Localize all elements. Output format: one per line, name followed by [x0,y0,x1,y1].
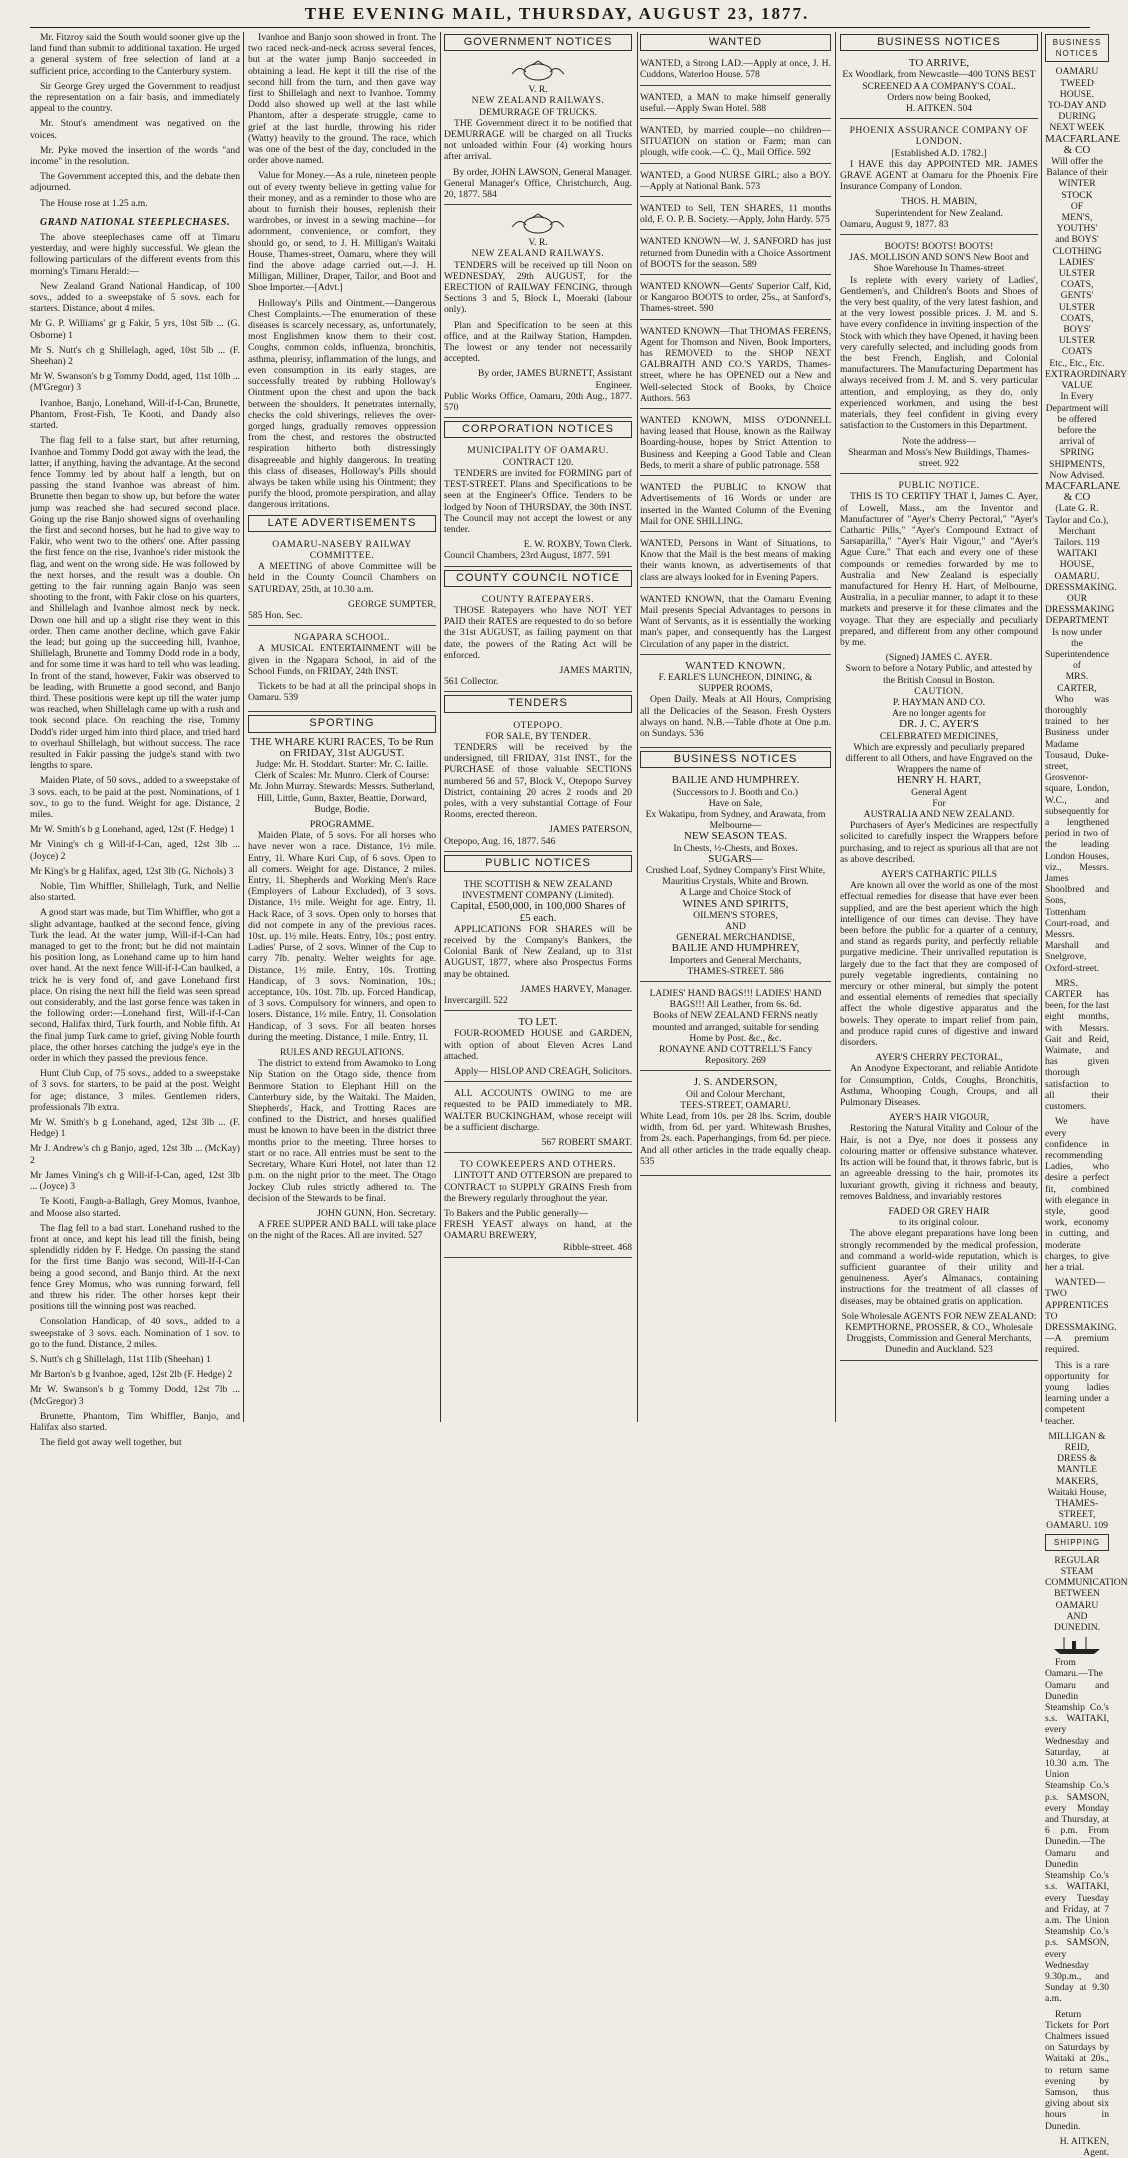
article-title: GRAND NATIONAL STEEPLECHASES. [39,216,230,228]
advert-subtitle: FOR SALE, BY TENDER. [485,730,591,742]
advert-signature: JAMES PATERSON, [549,824,632,836]
advert-text: WANTED—TWO APPRENTICES TO DRESSMAKING.—A premium required. [1045,1277,1117,1356]
wanted-ad: WANTED KNOWN, that the Oamaru Evening Mail presents Special Advantages to persons in Want of Servants, as it is essentially the working man's paper, and consequently has the Largest Circulation of any paper in the district. [640,591,831,655]
advert-text: General Agent [911,786,967,798]
article-paragraph: The above steeplechases came off at Timaru yesterday, and were highly successful. We glean the following particulars of the different events from this morning's Timaru Herald:— [30,232,240,277]
advert-title: WANTED KNOWN. [685,659,786,672]
advert-signature: H. AITKEN. 504 [905,103,973,115]
advert-subtitle: AYER'S CHERRY PECTORAL, [875,1052,1003,1064]
advert-text: OUR DRESSMAKING DEPARTMENT [1045,592,1115,627]
wanted-ad: WANTED, Persons in Want of Situations, to Know that the Mail is the best means of making their wants known, as advertisements of that class are always looked for in Evening Papers. [640,535,831,588]
wanted-ad: WANTED, a MAN to make himself generally useful.—Apply Swan Hotel. 588 [640,89,831,119]
advert [444,208,632,418]
advert-title: MUNICIPALITY OF OAMARU. [467,445,609,457]
advert-text: A MUSICAL ENTERTAINMENT will be given in the Ngapara School, in aid of the School Funds, on FRIDAY, 24th INST. [248,643,436,677]
advert-title: MACFARLANE & CO [1045,132,1120,156]
race-heading: Hunt Club Cup, of 75 sovs., added to a sweepstake of 3 sovs. for starters, to be paid at the post. Weight for age; distance, 3 miles. Gentlemen riders, professionals 7lb extra. [30,1068,240,1113]
advert-text: From Oamaru.—The Oamaru and Dunedin Steamship Co.'s s.s. WAITAKI, every Wednesday and Saturday, at 10.30 a.m. The Union Steamship Co.'s p.s. SAMSON, every Monday and Thursday, at 6 p.m. From Dunedin.—The Oamaru and Dunedin Steamship Co.'s s.s. WAITAKI, every Tuesday and Friday, at 7 a.m. The Union Steamship Co.'s p.s. SAMSON, every Wednesday 9.30p.m., and Sunday at 9.30 a.m. [1045,1657,1109,2005]
advert-place: 561 Collector. [444,676,499,688]
advert-text: Are known all over the world as one of the most effectual remedies for disease that have ever been supplied, and are the best aperient which the high intelligence of our times can devise. They have been before the public for a quarter of a century, and stand as regards purity, and perfectly reliable purgative medicine. Their unrivalled reputation is largely due to the fact that they are composed of purely vegetable ingredients, containing no mercury or other mineral, but simply the potent and essential elements of remedies that specially affect the whole digestive apparatus and the bowels. They operate to impart relief from pain, and produce rapid cures of digestive and inward disorders. [840,880,1038,1049]
article-paragraph: The flag fell to a bad start. Lonehand rushed to the front at once, and kept his lead till the finish, being splendidly ridden by F. Hedge. On passing the stand for the first time Banjo was second, Will-If-I-Can being a good second, and Banjo third. At the next fence Grey Momus, who was running forward, fell and threw his rider. The other horses kept their positions till the winning post was reached. [30,1222,240,1313]
advert-text: to its original colour. [899,1217,979,1229]
advert-subtitle: F. EARLE'S LUNCHEON, DINING, & SUPPER ROOMS, [658,671,813,695]
advert-title: THE WHARE KURI RACES, To be Run on FRIDAY, 31st AUGUST. [250,735,434,759]
wanted-ad: WANTED KNOWN, MISS O'DONNELL having leased that House, known as the Railway Boarding-house, hopes by Strict Attention to Business and Keeping a Good Table and Clean Beds, to merit a share of public patronage. 558 [640,412,831,476]
column-5 [840,32,1038,1422]
article-paragraph: The field got away well together, but [40,1437,182,1449]
section-header: COUNTY COUNCIL NOTICE [444,570,632,587]
column-divider [835,32,836,1422]
advert-signature: Apply— HISLOP AND CREAGH, Solicitors. [454,1066,632,1078]
advert-title: J. S. ANDERSON, [693,1076,778,1089]
wanted-ad: WANTED, a Strong LAD.—Apply at once, J. H. Cuddons, Waterloo House. 578 [640,55,831,85]
advert-text: TENDERS will be received up till Noon on WEDNESDAY, 29th AUGUST, for the ERECTION of RAILWAY FENCING, through Sections 3 and 5, Block I., Moeraki (labour only). [444,259,632,316]
advert-text: THOSE Ratepayers who have NOT YET PAID their RATES are requested to do so before the 31st AUGUST, as failing payment on that date, the powers of the Rating Act will be enforced. [444,604,632,661]
advert-text: I HAVE this day APPOINTED MR. JAMES GRAVE AGENT at Oamaru for the Phoenix Fire Insurance Company of London. [840,158,1038,193]
article-paragraph: Noble, Tim Whiffler, Shillelagh, Turk, and Nellie also started. [30,881,240,904]
advert-subtitle: AYER'S CATHARTIC PILLS [881,869,997,881]
wanted-ad: WANTED the PUBLIC to KNOW that Advertisements of 16 Words or under are inserted in the Wanted Column of the Evening Mail for ONE SHILLING. [640,479,831,532]
advert-text: Importers and General Merchants, [669,954,802,966]
column-1 [30,32,240,1449]
advert-signature: H. AITKEN, [1059,2135,1109,2147]
article-paragraph: Sir George Grey urged the Government to readjust the representation on a fair basis, and immediately appeal to the country. [30,80,240,115]
advert-subtitle: OILMEN'S STORES, [693,909,778,921]
section-header: LATE ADVERTISEMENTS [248,515,436,532]
advert-text: Return Tickets for Port Chalmers issued on Saturdays by Waitaki at 20s., to return same evening by Samson, thus giving about six hours in Dunedin. [1045,2008,1109,2132]
advert-text: A Large and Choice Stock of [679,887,792,899]
advert-text: TO-DAY AND DURING NEXT WEEK [1047,100,1106,134]
section-header: BUSINESS NOTICES [1045,34,1109,62]
advert-title: OAMARU-NASEBY RAILWAY COMMITTEE. [272,538,412,561]
advert-text: FADED OR GREY HAIR [888,1205,990,1217]
advert [248,629,436,712]
article-paragraph: Holloway's Pills and Ointment.—Dangerous Chest Complaints.—The enumeration of these diseases is scarcely necessary, as, unfortunately, most Englishmen know them to their cost. Coughs, common colds, influenza, bronchitis, asthma, pleurisy, inflammation of the lungs, and even consumption in its early stages, are successfully treated by rubbing Holloway's Ointment upon the chest and upon the back between the shoulders. It penetrates internally, checks the cold shiverings, relieves the over-gorged lungs, gradually removes oppression from the chest, and restores the obstructed respiration hitherto both distressingly disagreeable and highly dangerous. In treating this class of diseases, Holloway's Pills should always be taken while using his Ointment; they purify the blood, promote perspiration, and allay dangerous irritations. [248,297,436,511]
advert-place: Council Chambers, 23rd August, 1877. 591 [444,550,611,562]
advert-place: TEES-STREET, OAMARU. [680,1099,791,1111]
advert-text: An Anodyne Expectorant, and reliable Antidote for Consumption, Colds, Coughs, Bronchitis, Asthma, Whooping Cough, Croups, and all Pulmonary Diseases. [840,1063,1038,1109]
advert-text: The district to extend from Awamoko to Long Nip Station on the Otago side, thence from Benmore Station to Elephant Hill on the Canterbury side, by the Waitaki. The Maiden, Shepherds', Hack, and Trotting Races are confined to the District, and horses qualified must be known to have been in the district three months prior to the meeting. Three horses to start or no race. All entries must be sent to the Secretary, Whare Kuri Hotel, not later than 12 p.m. on the night prior to the meet. The Otago Jockey Club rules strictly adhered to. The decision of the Stewards to be final. [248,1058,436,1204]
advert-title: BAILIE AND HUMPHREY, [671,942,800,955]
race-result: Mr Barton's b g Ivanhoe, aged, 12st 2lb (F. Hedge) 2 [30,1369,233,1381]
advert-title: LADIES' HAND BAGS!!! LADIES' HAND BAGS!!! All Leather, from 6s. 6d. [649,988,822,1011]
advert-text: THIS IS TO CERTIFY THAT I, James C. Ayer, of Lowell, Mass., am the Inventor and Manufacturer of "Ayer's Cherry Pectoral," "Ayer's Cathartic Pills," "Ayer's Compound Extract of Sarsaparilla," "Ayer's Hair Vigour," and "Ayer's Ague Cure." That each and every one of these compounds or remedies forwarded by me to Australia and New Zealand is especially manufactured for Henry H. Hart, of Melbourne, Australia, in a peculiar manner, to adapt it to these markets and preserve it for these climates and the voyage. That they are especially and peculiarly prepared, and different from any other compound by me. [840,491,1038,648]
advert-subtitle: NEW SEASON TEAS. [683,830,788,843]
advert-signature: GEORGE SUMPTER, [348,598,436,610]
section-header: SHIPPING [1045,1534,1109,1551]
advert-title: BOOTS! BOOTS! BOOTS! [884,241,994,253]
advert-title: PUBLIC NOTICE. [898,480,980,492]
advert-text: Oil and Colour Merchant, [685,1088,786,1100]
article-paragraph: Brunette, Phantom, Tim Whiffler, Banjo, and Halifax also started. [30,1410,240,1433]
advert-text: White Lead, from 10s. per 28 lbs. Scrim, double width, from 6d. per yard. Whitewash Brushes, from 2s. each. Paperhangings, from 6d. per piece. And all other articles in the trade equally cheap. 535 [640,1111,831,1167]
advert-subtitle: EXTRAORDINARY VALUE [1045,368,1128,392]
advert-text: (Late G. R. Taylor and Co.), [1045,503,1109,526]
advert-text: THE Government direct it to be notified that DEMURRAGE will be charged on all Trucks not unloaded within Four (4) working hours after arrival. [444,117,632,163]
advert-subtitle: DRESSMAKING. [1045,581,1117,593]
column-2 [248,32,436,1422]
advert [640,658,831,748]
advert-subtitle: PROGRAMME. [309,819,375,830]
advert-text: A FREE SUPPER AND BALL will take place on the night of the Races. All are invited. 527 [248,1219,436,1242]
advert-text: To Bakers and the Public generally— [444,1208,588,1220]
advert-title: MILLIGAN & REID, [1048,1430,1106,1453]
advert-title: COUNTY RATEPAYERS. [481,593,595,605]
advert-subtitle: AUSTRALIA AND NEW ZEALAND. [863,809,1015,820]
advert-title: MACFARLANE & CO [1045,479,1120,504]
advert-place: Ribble-street. 468 [563,1241,632,1253]
race-heading: Maiden Plate, of 50 sovs., added to a sweepstake of 3 sovs. each, to be paid at the post. Nominations, of 1 sov., to go to the fund. Weight for age. Distance, 2 miles. [30,775,240,820]
section-header: BUSINESS NOTICES [840,34,1038,51]
article-paragraph: Mr. Stout's amendment was negatived on the voices. [30,118,240,141]
advert-title: TO LET. [518,1016,558,1029]
advert-text: The above elegant preparations have long been strongly recommended by the medical profession, and command a world-wide reputation, which is sufficient guarantee of their utility and genuineness. Ayer's Almanacs, containing instructions for the treatment of all classes of diseases, may be obtained gratis on application. [840,1228,1038,1307]
race-result: Mr James Vining's ch g Will-if-I-Can, aged, 12st 3lb ... (Joyce) 3 [30,1169,240,1193]
advert-signature: 585 Hon. Sec. [248,609,303,621]
advert-text: Which are expressly and peculiarly prepared different to all Others, and have Engraved on the Wrappers the name of [845,741,1033,776]
race-result: Mr Vining's ch g Will-if-I-Can, aged, 12st 3lb ... (Joyce) 2 [30,839,240,862]
advert-signature: KEMPTHORNE, PROSSER, & CO., Wholesale Druggists, Commission and General Merchants, Dunedin and Auckland. 523 [845,1321,1033,1356]
advert-text: Have on Sale, [708,797,763,809]
advert-text: P. HAYMAN AND CO. [892,696,986,708]
advert-subtitle: HENRY H. HART, [896,774,982,787]
advert-text: MEN'S, [1061,212,1093,224]
advert-signature: (Signed) JAMES C. AYER. [885,652,993,664]
advert-title: BAILIE AND HUMPHREY. [671,774,800,787]
advert [840,238,1038,474]
article-paragraph: Mr. Pyke moved the insertion of the words "and income" in the resolution. [30,144,240,168]
advert-title: THE SCOTTISH & NEW ZEALAND INVESTMENT COMPANY (Limited). [462,878,614,902]
masthead: THE EVENING MAIL, THURSDAY, AUGUST 23, 1877. [304,4,810,23]
race-result: Mr W. Swanson's b g Tommy Dodd, aged, 11st 10lb ... (M'Gregor) 3 [30,371,240,394]
advert-text: Maiden Plate, of 5 sovs. For all horses who have never won a race. Distance, 1½ mile. Entry, 1l. Whare Kuri Cup, of 6 sovs. Open to all comers. Weight for age. Distance, 2 miles. Entry, 1l. Shepherds and Working Men's Race (Employers of Labour Excluded), of 3 sovs. Distance, 1½ mile. Weight for age. Entry, 1l. Hack Race, of 3 sovs. Open only to horses that did not compete in any of the previous races. 10st. up. 1½ mile. Heats. Entry, 10s.; post entry. Ladies' Purse, of 2 sovs. Winner of the Cup to carry 7lb. penalty. Welter weights for age. Distance, 1½ mile. Entry, 10s. Trotting Handicap, of 3 sovs. Nomination, 10s.; acceptance, 10s. 10st. 7lb. up. Forced Handicap, of 3 sovs. Compulsory for winners, and open to losers. Distance, 1½ mile. Entry, 1l. Consolation Handicap, of 3 sovs. For all beaten horses during the meeting. Distance, 1 mile. Entry, 1l. [248,830,436,1043]
advert-text: Sole Wholesale AGENTS FOR NEW ZEALAND: [841,1310,1037,1322]
royal-crest-icon [498,213,578,235]
advert-text: LINTOTT AND OTTERSON are prepared to CONTRACT to SUPPLY GRAINS Fresh from the Brewery regularly throughout the year. [444,1170,632,1204]
advert-text: Now Advised. [1049,469,1105,481]
race-heading: Consolation Handicap, of 40 sovs., added to a sweepstake of 3 sovs. each. Nomination of 1 sov. to go to the fund. Distance, 2 miles. [30,1316,240,1350]
advert-subtitle: JAS. MOLLISON AND SON'S New Boot and Shoe Warehouse In Thames-street [849,252,1029,275]
advert [444,591,632,693]
advert-text: We have every confidence in recommending Ladies, who desire a perfect fit, combined with elegance in style, good work, economy in cutting, and moderate charges, to give her a trial. [1045,1116,1109,1273]
advert [444,1085,632,1153]
advert-text: A MEETING of above Committee will be held in the County Council Chambers on SATURDAY, 25th, at 10.30 a.m. [248,561,436,595]
column-6 [1045,32,1128,2158]
advert-text: For [932,797,946,809]
article-paragraph: Ivanhoe, Banjo, Lonehand, Will-if-I-Can, Brunette, Phantom, Frost-Fish, Te Kooti, and Dandy also started. [30,397,240,432]
advert-text: Superintendent for New Zealand. [875,207,1003,219]
advert-subtitle: DR. J. C. AYER'S [899,718,979,731]
advert-text: Restoring the Natural Vitality and Colour of the Hair, is not a Dye, nor does it possess any colouring matter or offensive substance whatever. Its action will be found that, it throws fabric, but is an agreeable dressing to the hair, promotes its luxuriant growth, giving it richness and beauty, removes Baldness, and invariably restores [840,1123,1038,1202]
advert-subtitle: MRS. CARTER, [1057,671,1097,694]
advert-text: Plan and Specification to be seen at this office, and at the Railway Station, Hampden. The lowest or any tender not necessarily accepted. [444,319,632,365]
advert-place: General Manager's Office, Christchurch, Aug. 20, 1877. 584 [444,177,632,201]
section-header: GOVERNMENT NOTICES [444,34,632,51]
advert [840,122,1038,235]
advert [640,772,831,982]
advert-subtitle: SPRING SHIPMENTS, [1049,447,1105,470]
advert [444,717,632,852]
section-header: WANTED [640,34,831,51]
advert-subtitle: WINTER STOCK [1058,178,1096,201]
advert-place: Public Works Office, Oamaru, 20th Aug., 1877. 570 [444,390,632,414]
advert-text: This is a rare opportunity for young ladies learning under a competent teacher. [1045,1359,1109,1427]
advert-text: AND [725,921,746,932]
advert-place: Shearman and Moss's New Buildings, Thames-street. 922 [848,446,1030,469]
race-heading: New Zealand Grand National Handicap, of 100 sovs., added to a sweepstake of 5 sovs. each for starters. Distance, about 4 miles. [30,280,240,315]
race-result: Mr J. Andrew's ch g Banjo, aged, 12st 3lb ... (McKay) 2 [30,1143,240,1166]
advert-text: Books of NEW ZEALAND FERNS neatly mounted and arranged, suitable for sending Home by Post. &c., &c. [652,1010,819,1044]
advert-text: Crushed Loaf, Sydney Company's First White, Mauritius Crystals, White and Brown. [645,864,826,888]
article-paragraph: Value for Money.—As a rule, nineteen people out of every twenty believe in getting value for their money, and as a reminder to those who are about to furnish their houses, replenish their wardrobes, or invest in a sewing machine—for adornment, convenience, or comfort, they should go, or send, to J. H. Milligan's Waitaki House, Thames-street, Oamaru, where they will find the above adage carried out.—J. H. Milligan, Milliner, Draper, Tailor, and Boot and Shoe Importer.—[Advt.] [248,170,436,294]
advert-text: APPLICATIONS FOR SHARES will be received by the Company's Bankers, the Colonial Bank of New Zealand, up to 31st AUGUST, 1877, where also Prospectus Forms may be obtained. [444,923,632,980]
race-result: Mr W. Swanson's b g Tommy Dodd, 12st 7lb ... (McGregor) 3 [30,1384,240,1407]
advert-title: TO COWKEEPERS AND OTHERS. [459,1159,617,1171]
advert-signature: THOS. H. MABIN, [901,196,977,208]
race-result: Mr King's br g Halifax, aged, 12st 3lb (G. Nichols) 3 [30,865,234,877]
crest-letters: V. R. [528,84,548,96]
section-header: PUBLIC NOTICES [444,855,632,872]
article-paragraph: The Government accepted this, and the debate then adjourned. [30,171,240,194]
advert-text: Tickets to be had at all the principal shops in Oamaru. 539 [248,680,436,704]
advert-text: Sworn to before a Notary Public, and attested by the British Consul in Boston. [845,663,1033,686]
article-paragraph: A good start was made, but Tim Whiffler, who got a slight advantage, baulked at the second fence, giving Turk the lead. At the water jump, Will-if-I-Can had managed to get to the front; but he did not maintain his position long, as Lonehand came up to him hand over hand. At the next fence Will-if-I-Can baulked, a trick he is very fond of, and gave Lonehand first place. On rising the next hill the field was seen spread out considerably, and the last gorse fence was taken in the following order:—Lonehand first, Will-if-I-Can second, Halifax third, Turk fourth, and Noble fifth. At the final jump Turk came to grief, giving Noble fourth place, the other horses catching the judge's eye in the order in which they passed the previous fence. [30,907,240,1065]
advert-text: Purchasers of Ayer's Medicines are respectfully solicited to carefully inspect the Wrappers before purchasing, and to reject as spurious all that are not as above described. [840,820,1038,865]
advert [640,985,831,1071]
advert-signature: Merchant Tailors. 119 [1054,525,1100,548]
advert-text: Orders now being Booked, [887,91,991,103]
advert-place: Otepopo, Aug. 16, 1877. 546 [444,835,556,847]
advert-text: OF [1070,200,1084,212]
advert-text: FRESH YEAST always on hand, at the OAMARU BREWERY, [444,1219,632,1242]
advert [444,442,632,566]
wanted-ad: WANTED, a Good NURSE GIRL; also a BOY.—Apply at National Bank. 573 [640,167,831,197]
advert-text: TENDERS will be received by the undersigned, till FRIDAY, 31st INST., for the PURCHASE of those valuable SECTIONS numbered 56 and 57, Block V., Otepopo Survey District, containing 20 acres 2 roods and 20 poles, with a very substantial Cottage of Four Rooms, erected thereon. [444,741,632,821]
advert-text: DRESS & MANTLE MAKERS, [1055,1453,1099,1487]
crest-letters: V. R. [528,237,548,249]
race-result: Mr G. P. Williams' gr g Fakir, 5 yrs, 10st 5lb ... (G. Osborne) 1 [30,318,240,341]
steamship-icon [1052,1635,1102,1655]
advert-text: Is now under the Superintendence of [1045,626,1109,672]
wanted-ad: WANTED KNOWN—That THOMAS FERENS, Agent for Thomson and Niven, Book Importers, has REMOVED to the SHOP NEXT GALBRAITH AND CO.'S YARDS, Thames-street, where he has OPENED out a New and Well-selected Stock of Books, by Choice Authors. 563 [640,323,831,409]
advert-text: In Every Department will be offered before the arrival of [1045,391,1109,448]
race-result: S. Nutt's ch g Shillelagh, 11st 11lb (Sheehan) 1 [30,1353,211,1365]
advert-subtitle: WINES AND SPIRITS, [682,897,789,910]
column-divider [440,32,441,1422]
advert-title: NEW ZEALAND RAILWAYS. [471,95,605,107]
advert [444,1156,632,1258]
advert-signature: Agent. [1083,2146,1109,2158]
advert [248,536,436,626]
advert-text: FOUR-ROOMED HOUSE and GARDEN, with option of about Eleven Acres Land attached. [444,1028,632,1062]
section-header: BUSINESS NOTICES [640,751,831,768]
advert-text: TENDERS are invited for FORMING part of TEST-STREET. Plans and Specifications to be seen at the Engineer's Office. Tenders to be lodged by Noon of THURSDAY, the 30th INST. The Council may not accept the lowest or any tender. [444,467,632,535]
advert [444,55,632,205]
wanted-ad: WANTED to Sell, TEN SHARES, 11 months old, F. O. P. B. Society.—Apply, John Hardy. 575 [640,200,831,230]
column-divider [243,32,244,1422]
advert-text: Who was thoroughly trained to her Business under Madame Tousaud, Duke-street, Grosvenor-square, London, W.C., and subsequently for a lengthened period in two of the leading London Houses, viz., Messrs. James Shoolbred and Sons, Tottenham Court-road, and Messrs. Marshall and Snelgrove, Oxford-street. [1045,693,1109,974]
advert-text: Judge: Mr. H. Stoddart. Starter: Mr. C. Iaille. Clerk of Scales: Mr. Munro. Clerk of Course: Mr. John Murray. Stewards: Messrs. Sutherland, Hill, Little, Gunn, Baxter, Beattie, Dorward, Budge, Bodie. [249,758,435,815]
advert-signature: JOHN GUNN, Hon. Secretary. [317,1207,436,1219]
column-divider [637,32,638,1422]
article-paragraph: The House rose at 1.25 a.m. [40,197,148,209]
advert-signature: By order, JOHN LAWSON, General Manager. [453,166,632,178]
advert-title: REGULAR STEAM COMMUNICATION BETWEEN OAMARU AND DUNEDIN. [1045,1554,1128,1634]
advert-subtitle: CAUTION. [914,685,964,697]
article-paragraph: The flag fell to a false start, but after returning, Ivanhoe and Tommy Dodd got away with the lead, the latter, if anything, having the advantage. At the second fence Tommy led by about half a length, but on passing the stand Ivanhoe was abreast of him. Brunette then began to show up, but before the water jump was reached she had secured second place. Going up the rise Banjo showed signs of overhauling the first and second horses, but he had to give way to Fakir, who went two to the others' one. After passing the first fence on the rise, Ivanhoe's rider mistook the flag, and went on the wrong side. He was followed by the next horses, and the result was a double. On getting to the fair running again Banjo was seen shooting to the front, with Fakir close on his quarters, and Shillelagh and Ivanhoe almost neck by neck. Down one hill and up a slight rise they went in this order. Then came another decline, which gave Fakir the lead; but going up the succeeding hill, Ivanhoe, Shillelagh, Brunette and Tommy Dodd rode in a body, and for some time it was hard to tell who was leading. In front of the stand, however, Fakir was observed to be leading, with Brunette a good second, and Banjo third. These positions were kept up till the water jump was reached, when Shillelagh came up with a rush and took second place. On reaching the rise, Tommy Dodd's rider urged him into third place, and tried hard to overhaul Shillelagh, but without success. The race resulted in Fakir passing the judge's stand with two lengths to spare. [30,435,240,772]
advert-signature: JAMES MARTIN, [559,664,632,676]
advert-text: CELEBRATED MEDICINES, [879,730,999,742]
race-result: Mr W. Smith's b g Lonehand, aged, 12st (F. Hedge) 1 [30,824,235,836]
advert-text: (Successors to J. Booth and Co.) [673,786,798,798]
advert-text: Ex Woodlark, from Newcastle—400 TONS BEST SCREENED A A COMPANY'S COAL. [842,69,1036,92]
advert-title: NGAPARA SCHOOL. [294,632,390,644]
advert [640,1074,831,1176]
column-divider [1041,32,1042,1422]
advert-signature: JAMES HARVEY, Manager. [520,983,632,995]
race-result: Mr S. Nutt's ch g Shillelagh, aged, 10st 5lb ... (F. Sheehan) 2 [30,344,240,368]
advert [840,477,1038,1360]
wanted-ad: WANTED KNOWN—W. J. SANFORD has just returned from Dunedin with a Choice Assortment of BOOTS for the season. 589 [640,233,831,275]
advert-place: Oamaru, August 9, 1877. 83 [840,218,949,230]
advert-text: Will offer the Balance of their [1046,156,1108,179]
advert-text: and BOYS' CLOTHING [1052,234,1102,257]
advert-text: Etc., Etc., Etc. [1049,357,1105,369]
wanted-ad: WANTED KNOWN—Gents' Superior Calf, Kid, or Kangaroo BOOTS to order, 25s., at Sanford's, Thames-street. 590 [640,278,831,320]
article-paragraph: Te Kooti, Faugh-a-Ballagh, Grey Momus, Ivanhoe, and Moose also started. [30,1196,240,1219]
advert-place: Invercargill. 522 [444,995,508,1007]
advert-signature: RONAYNE AND COTTRELL'S Fancy Repository. 269 [658,1044,812,1067]
advert-subtitle: AYER'S HAIR VIGOUR, [888,1112,990,1124]
column-4 [640,32,831,1422]
advert-title: OAMARU TWEED HOUSE. [1055,66,1099,100]
advert-text: MRS. CARTER has been, for the last eight months, with Messrs. Gait and Reid, Waimate, and has given thorough satisfaction to all their customers. [1045,977,1109,1113]
advert-signature: 567 ROBERT SMART. [541,1137,632,1149]
article-paragraph: Mr. Fitzroy said the South would sooner give up the land fund than submit to additional taxation. He urged a general system of free selection of land at a sufficient price, according to the Canterbury system. [30,32,240,77]
advert-subtitle: SUGARS— [708,852,763,865]
advert [840,55,1038,119]
advert-subtitle: CONTRACT 120. [502,456,574,468]
advert-title: PHOENIX ASSURANCE COMPANY OF LONDON. [849,125,1029,148]
advert-title: OTEPOPO. [513,719,563,731]
masthead-rule [30,27,1090,28]
advert [444,1014,632,1082]
royal-crest-icon [498,60,578,82]
column-3 [444,32,632,1422]
advert-subtitle: DEMURRAGE OF TRUCKS. [479,106,597,118]
advert-signature: By order, JAMES BURNETT, Assistant Engineer. [477,368,632,391]
section-header: SPORTING [248,715,436,732]
race-result: Mr W. Smith's b g Lonehand, aged, 12st 3lb ... (F. Hedge) 1 [30,1117,240,1140]
advert-text: Is replete with every variety of Ladies', Gentlemen's, and Children's Boots and Shoes of the very best quality, of the very latest fashion, and at the very lowest possible prices. J. M. and S. have every confidence in inviting inspection of the Stock with which they have Opened, it having been very carefully selected, and including goods from the best French, English, and Colonial manufacturers. The Manufacturing Department has always received from J. M. and S. very particular attention, and employing, as they do, only experienced workmen, and using the best materials, they feel confident in giving every satisfaction to the Customers in this Department. [840,274,1038,432]
advert-signature: E. W. ROXBY, Town Clerk. [523,539,632,551]
section-header: CORPORATION NOTICES [444,421,632,438]
advert-text: Open Daily. Meals at All Hours, Comprising all the Delicacies of the Season. Fresh Oysters always on hand. N.B.—Table d'hote at One p.m. on Sundays. 536 [640,694,831,739]
advert [444,876,632,1011]
wanted-ad: WANTED, by married couple—no children—SITUATION on station or Farm; man can plough, wife cook.—C. Q., Mail Office. 592 [640,122,831,164]
advert-text: In Chests, ½-Chests, and Boxes. [673,842,798,854]
advert-text: YOUTHS' [1056,223,1098,235]
article-paragraph: Ivanhoe and Banjo soon showed in front. The two raced neck-and-neck across several fences, but at the water jump Banjo succeeded in obtaining a lead. He kept it till the rise of the second hill from the turn, and then gave way first to Shillelagh and next to Ivanhoe. Tommy Dodd also showed up well at the last while Phantom, after a desperate struggle, came to grief at the last hurdle, throwing his rider (Watty) heavily to the ground. The race, which was one of the best of the day, concluded in the order above named. [248,32,436,167]
advert-text: BOYS' ULSTER COATS [1058,324,1096,358]
advert-subtitle: Capital, £500,000, in 100,000 Shares of £5 each. [450,900,626,924]
advert-text: Ex Wakatipu, from Sydney, and Arawata, from Melbourne— [645,808,826,832]
advert-text: Note the address— [902,435,976,447]
advert-text: GENTS' ULSTER COATS, [1058,290,1096,324]
advert-title: NEW ZEALAND RAILWAYS. [471,248,605,260]
section-header: TENDERS [444,695,632,712]
advert-title: TO ARRIVE, [908,57,970,70]
advert-place: THAMES-STREET, OAMARU. 109 [1046,1498,1108,1532]
advert-text: [Established A.D. 1782.] [891,147,987,159]
advert-subtitle: RULES AND REGULATIONS. [280,1047,404,1059]
advert-title: WAITAKI HOUSE, OAMARU. [1054,548,1100,582]
advert-text: Waitaki House, [1047,1486,1107,1498]
advert-text: Are no longer agents for [892,708,986,720]
advert-subtitle: GENERAL MERCHANDISE, [676,932,795,944]
advert-place: THAMES-STREET. 586 [687,965,784,977]
advert-text: ALL ACCOUNTS OWING to me are requested to be PAID immediately to MR. WALTER BUCKINGHAM, whose receipt will be a sufficient discharge. [444,1088,632,1133]
advert-text: LADIES' ULSTER COATS, [1058,256,1096,291]
